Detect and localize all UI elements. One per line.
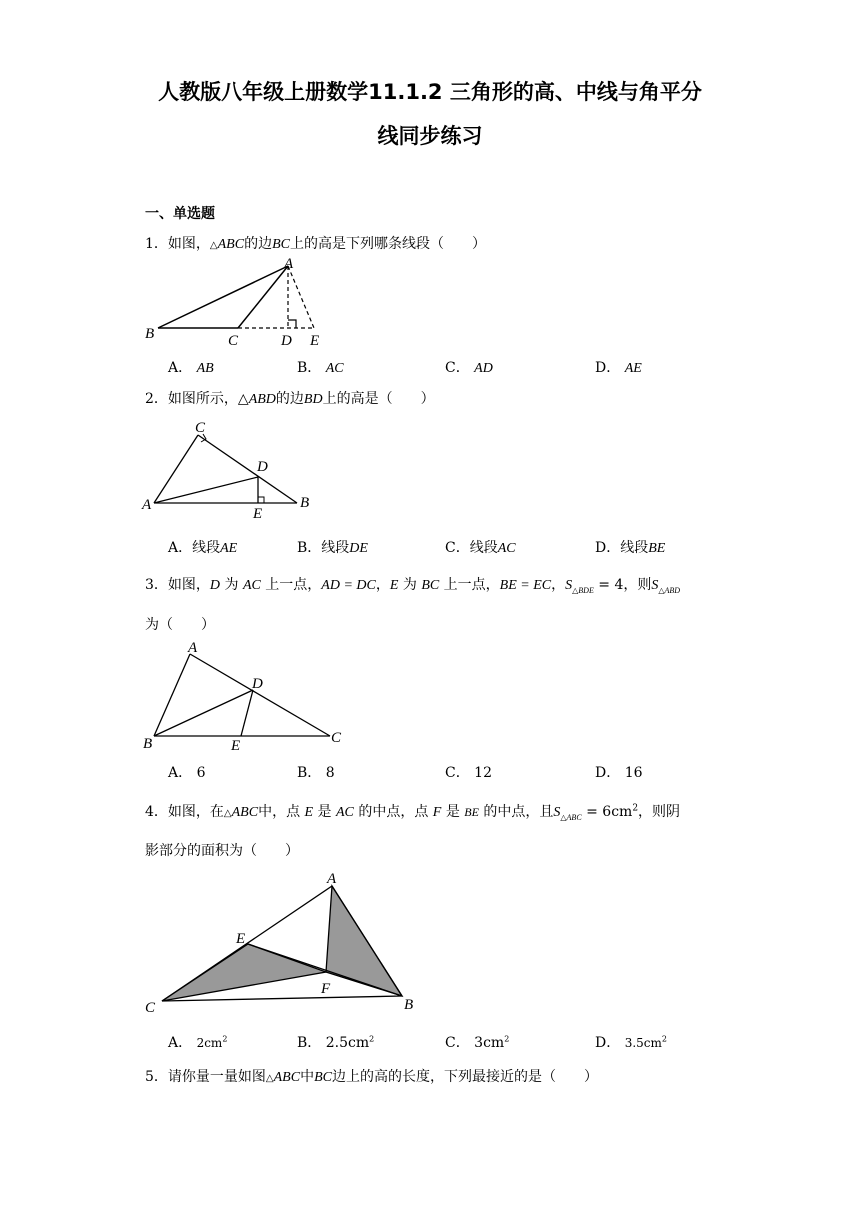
q3-option-b[interactable]: B． 8: [297, 765, 335, 781]
shaded-region-cef: [162, 944, 326, 1001]
question-4-stem-line2: 影部分的面积为（ ）: [145, 843, 299, 859]
q4-option-c[interactable]: C． $3cm^2$: [445, 1034, 510, 1051]
question-number: 3．: [145, 577, 168, 593]
fig2-label-d: D: [257, 459, 268, 475]
fig4-label-b: B: [404, 997, 414, 1013]
question-number: 1．: [145, 236, 168, 252]
question-3-figure: [140, 636, 350, 754]
question-3-stem-line1: 3．如图，D 为 AC 上一点，AD = DC，E 为 BC 上一点，BE = EC，$S_{\triangle BDE} = 4$，则$S_{\triangle ABD}$: [145, 577, 681, 595]
question-4-stem-line1: 4．如图，在△ABC中，点 E 是 AC 的中点，点 F 是 BE 的中点，且$S_{\triangle ABC} = 6cm^2$，则阴: [145, 803, 681, 822]
q2-option-c[interactable]: C．线段AC: [445, 540, 516, 556]
section-heading: 一、单选题: [145, 206, 215, 222]
fig4-label-c: C: [145, 1000, 156, 1016]
document-title-line2: 线同步练习: [377, 124, 483, 148]
fig1-label-a: A: [284, 256, 294, 272]
question-2-stem: 2．如图所示，△ABD的边BD上的高是（ ）: [145, 391, 435, 407]
fig1-label-b: B: [145, 326, 155, 342]
fig4-label-a: A: [327, 871, 337, 887]
question-5-stem: 5．请你量一量如图△ABC中BC边上的高的长度，下列最接近的是（ ）: [145, 1069, 598, 1085]
fig4-label-f: F: [321, 981, 331, 997]
q1-option-c[interactable]: C． AD: [445, 360, 493, 376]
q3-option-c[interactable]: C． 12: [445, 765, 492, 781]
q1-option-a[interactable]: A． AB: [168, 360, 214, 376]
q4-option-a[interactable]: A． $2cm^2$: [168, 1034, 228, 1051]
question-2-figure: [140, 417, 330, 522]
fig1-label-d: D: [281, 333, 292, 349]
q2-option-b[interactable]: B．线段DE: [297, 540, 368, 556]
fig2-label-e: E: [253, 506, 263, 522]
document-title-line1: 人教版八年级上册数学11.1.2 三角形的高、中线与角平分: [158, 80, 702, 104]
q3-option-a[interactable]: A． 6: [168, 765, 206, 781]
q2-option-a[interactable]: A．线段AE: [168, 540, 238, 556]
fig1-label-c: C: [228, 333, 239, 349]
shaded-region-afb: [326, 886, 402, 996]
fig1-label-e: E: [310, 333, 320, 349]
fig3-label-a: A: [188, 640, 198, 656]
question-1-figure: [140, 252, 340, 352]
fig3-label-b: B: [143, 736, 153, 752]
question-4-figure: [140, 866, 430, 1016]
question-number: 5．: [145, 1069, 168, 1085]
fig3-label-e: E: [231, 738, 241, 754]
fig2-label-b: B: [300, 495, 310, 511]
q4-option-d[interactable]: D． $3.5cm^2$: [595, 1034, 667, 1051]
question-number: 2．: [145, 391, 168, 407]
fig3-label-c: C: [331, 730, 342, 746]
q3-option-d[interactable]: D． 16: [595, 765, 643, 781]
fig3-label-d: D: [252, 676, 263, 692]
fig2-label-c: C: [195, 420, 206, 436]
question-number: 4．: [145, 804, 168, 820]
q2-option-d[interactable]: D．线段BE: [595, 540, 666, 556]
q1-option-b[interactable]: B． AC: [297, 360, 344, 376]
q4-option-b[interactable]: B． $2.5cm^2$: [297, 1034, 375, 1051]
question-3-stem-line2: 为（ ）: [145, 617, 215, 633]
fig2-label-a: A: [142, 497, 152, 513]
q1-option-d[interactable]: D． AE: [595, 360, 642, 376]
question-1-stem: 1．如图，△ABC的边BC上的高是下列哪条线段（ ）: [145, 236, 486, 252]
fig4-label-e: E: [236, 931, 246, 947]
